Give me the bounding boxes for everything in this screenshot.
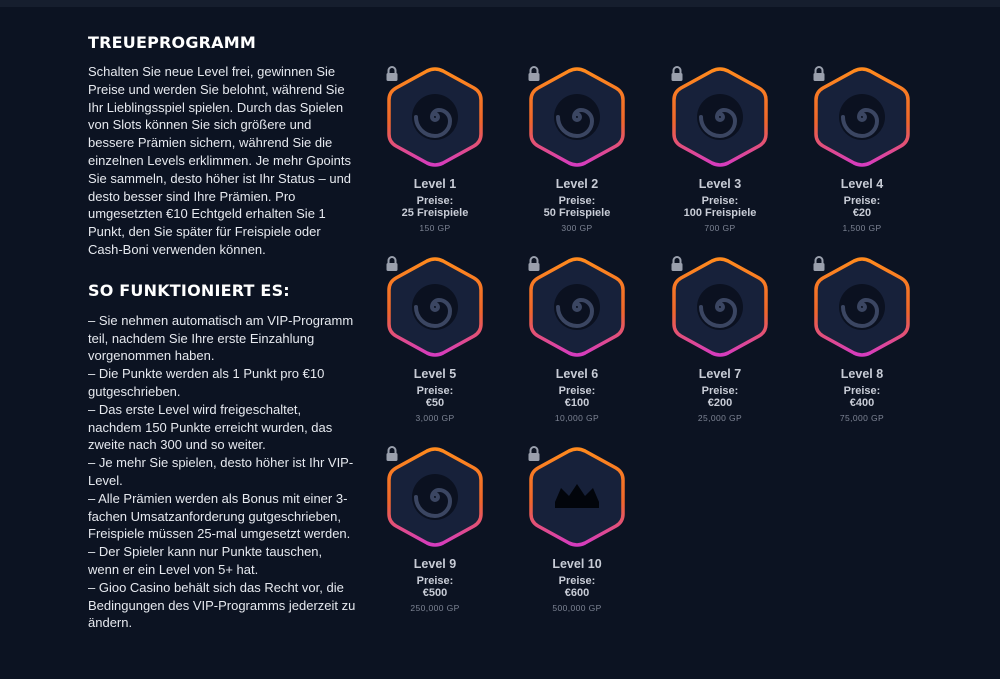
- program-title: TREUEPROGRAMM: [88, 33, 257, 52]
- prize-value: €100: [564, 397, 590, 409]
- points-required: 3,000 GP: [415, 413, 455, 423]
- level-name: Level 1: [413, 177, 457, 191]
- level-card[interactable]: [670, 66, 770, 233]
- points-required: 1,500 GP: [842, 223, 882, 233]
- prize-value: €50: [425, 397, 445, 409]
- spiral-icon: [812, 66, 912, 168]
- level-badge: [527, 256, 627, 358]
- points-required: 500,000 GP: [552, 603, 602, 613]
- prize-label: Preise:: [416, 385, 454, 397]
- lock-icon: [385, 256, 399, 272]
- level-card[interactable]: [527, 256, 627, 423]
- level-badge: [385, 446, 485, 548]
- rules-list: [88, 312, 356, 632]
- rule-item: – Das erste Level wird freigeschaltet, nachdem 150 Punkte erreicht wurden, das zweite nach 300 und so weiter.: [88, 401, 333, 453]
- lock-icon: [670, 256, 684, 272]
- lock-icon: [812, 66, 826, 82]
- rule-item: – Der Spieler kann nur Punkte tauschen, wenn er ein Level von 5+ hat.: [88, 544, 323, 577]
- level-card[interactable]: [527, 446, 627, 613]
- spiral-icon: [670, 66, 770, 168]
- rule-item: – Je mehr Sie spielen, desto höher ist Ihr VIP-Level.: [88, 455, 354, 488]
- lock-icon: [527, 66, 541, 82]
- rule-item: – Die Punkte werden als 1 Punkt pro €10 gutgeschrieben.: [88, 366, 325, 399]
- points-required: 700 GP: [704, 223, 736, 233]
- level-badge: [670, 256, 770, 358]
- prize-label: Preise:: [701, 385, 739, 397]
- lock-icon: [385, 446, 399, 462]
- prize-label: Preise:: [843, 195, 881, 207]
- level-card[interactable]: [812, 256, 912, 423]
- prize-label: Preise:: [416, 575, 454, 587]
- level-name: Level 2: [555, 177, 599, 191]
- prize-value: €600: [564, 587, 590, 599]
- level-badge: [527, 446, 627, 548]
- lock-icon: [670, 66, 684, 82]
- spiral-icon: [385, 446, 485, 548]
- points-required: 75,000 GP: [839, 413, 885, 423]
- rule-item: – Gioo Casino behält sich das Recht vor, die Bedingungen des VIP-Programms jederzeit zu ändern.: [88, 579, 356, 631]
- spiral-icon: [527, 66, 627, 168]
- points-required: 150 GP: [419, 223, 451, 233]
- level-card[interactable]: [670, 256, 770, 423]
- spiral-icon: [670, 256, 770, 358]
- prize-label: Preise:: [843, 385, 881, 397]
- rule-item: – Sie nehmen automatisch am VIP-Programm teil, nachdem Sie Ihre erste Einzahlung vorgenommen haben.: [88, 312, 354, 364]
- lock-icon: [527, 256, 541, 272]
- prize-value: 100 Freispiele: [683, 207, 757, 219]
- prize-label: Preise:: [558, 195, 596, 207]
- how-it-works-title: SO FUNKTIONIERT ES:: [88, 280, 290, 300]
- points-required: 300 GP: [561, 223, 593, 233]
- spiral-icon: [527, 256, 627, 358]
- level-badge: [527, 66, 627, 168]
- level-badge: [385, 256, 485, 358]
- level-badge: [670, 66, 770, 168]
- points-required: 25,000 GP: [697, 413, 743, 423]
- prize-label: Preise:: [416, 195, 454, 207]
- level-name: Level 5: [413, 367, 457, 381]
- prize-label: Preise:: [558, 385, 596, 397]
- program-intro: Schalten Sie neue Level frei, gewinnen Sie Preise und werden Sie belohnt, während Sie Ihr Lieblingsspiel spielen. Durch das Spielen von Slots können Sie sich größere und bessere Prämien sichern, während Sie die einzelnen Levels erklimmen. Je mehr Gpoints Sie sammeln, desto höher ist Ihr Status – und desto besser sind Ihre Prämien. Pro umgesetzten €10 Echtgeld erhalten Sie 1 Punkt, den Sie später für Freispiele oder Cash-Boni verwenden können.: [88, 64, 352, 257]
- crown-icon: [527, 446, 627, 548]
- level-name: Level 3: [698, 177, 742, 191]
- level-name: Level 8: [840, 367, 884, 381]
- prize-value: €500: [422, 587, 448, 599]
- prize-value: 25 Freispiele: [401, 207, 469, 219]
- level-badge: [385, 66, 485, 168]
- spiral-icon: [812, 256, 912, 358]
- level-name: Level 6: [555, 367, 599, 381]
- spiral-icon: [385, 256, 485, 358]
- level-name: Level 7: [698, 367, 742, 381]
- points-required: 250,000 GP: [410, 603, 460, 613]
- top-bar: [0, 0, 1000, 7]
- level-card[interactable]: [812, 66, 912, 233]
- prize-value: €200: [707, 397, 733, 409]
- level-card[interactable]: [385, 66, 485, 233]
- lock-icon: [385, 66, 399, 82]
- prize-label: Preise:: [558, 575, 596, 587]
- prize-value: €20: [852, 207, 872, 219]
- prize-value: €400: [849, 397, 875, 409]
- spiral-icon: [385, 66, 485, 168]
- prize-value: 50 Freispiele: [543, 207, 611, 219]
- rule-item: – Alle Prämien werden als Bonus mit einer 3-fachen Umsatzanforderung gutgeschrieben, Freispiele müssen 25-mal umgesetzt werden.: [88, 490, 351, 542]
- lock-icon: [527, 446, 541, 462]
- level-name: Level 10: [552, 557, 602, 571]
- lock-icon: [812, 256, 826, 272]
- level-badge: [812, 256, 912, 358]
- level-badge: [812, 66, 912, 168]
- info-column: [88, 33, 356, 632]
- prize-label: Preise:: [701, 195, 739, 207]
- level-card[interactable]: [385, 446, 485, 613]
- level-card[interactable]: [527, 66, 627, 233]
- level-name: Level 9: [413, 557, 457, 571]
- level-card[interactable]: [385, 256, 485, 423]
- points-required: 10,000 GP: [554, 413, 600, 423]
- level-name: Level 4: [840, 177, 884, 191]
